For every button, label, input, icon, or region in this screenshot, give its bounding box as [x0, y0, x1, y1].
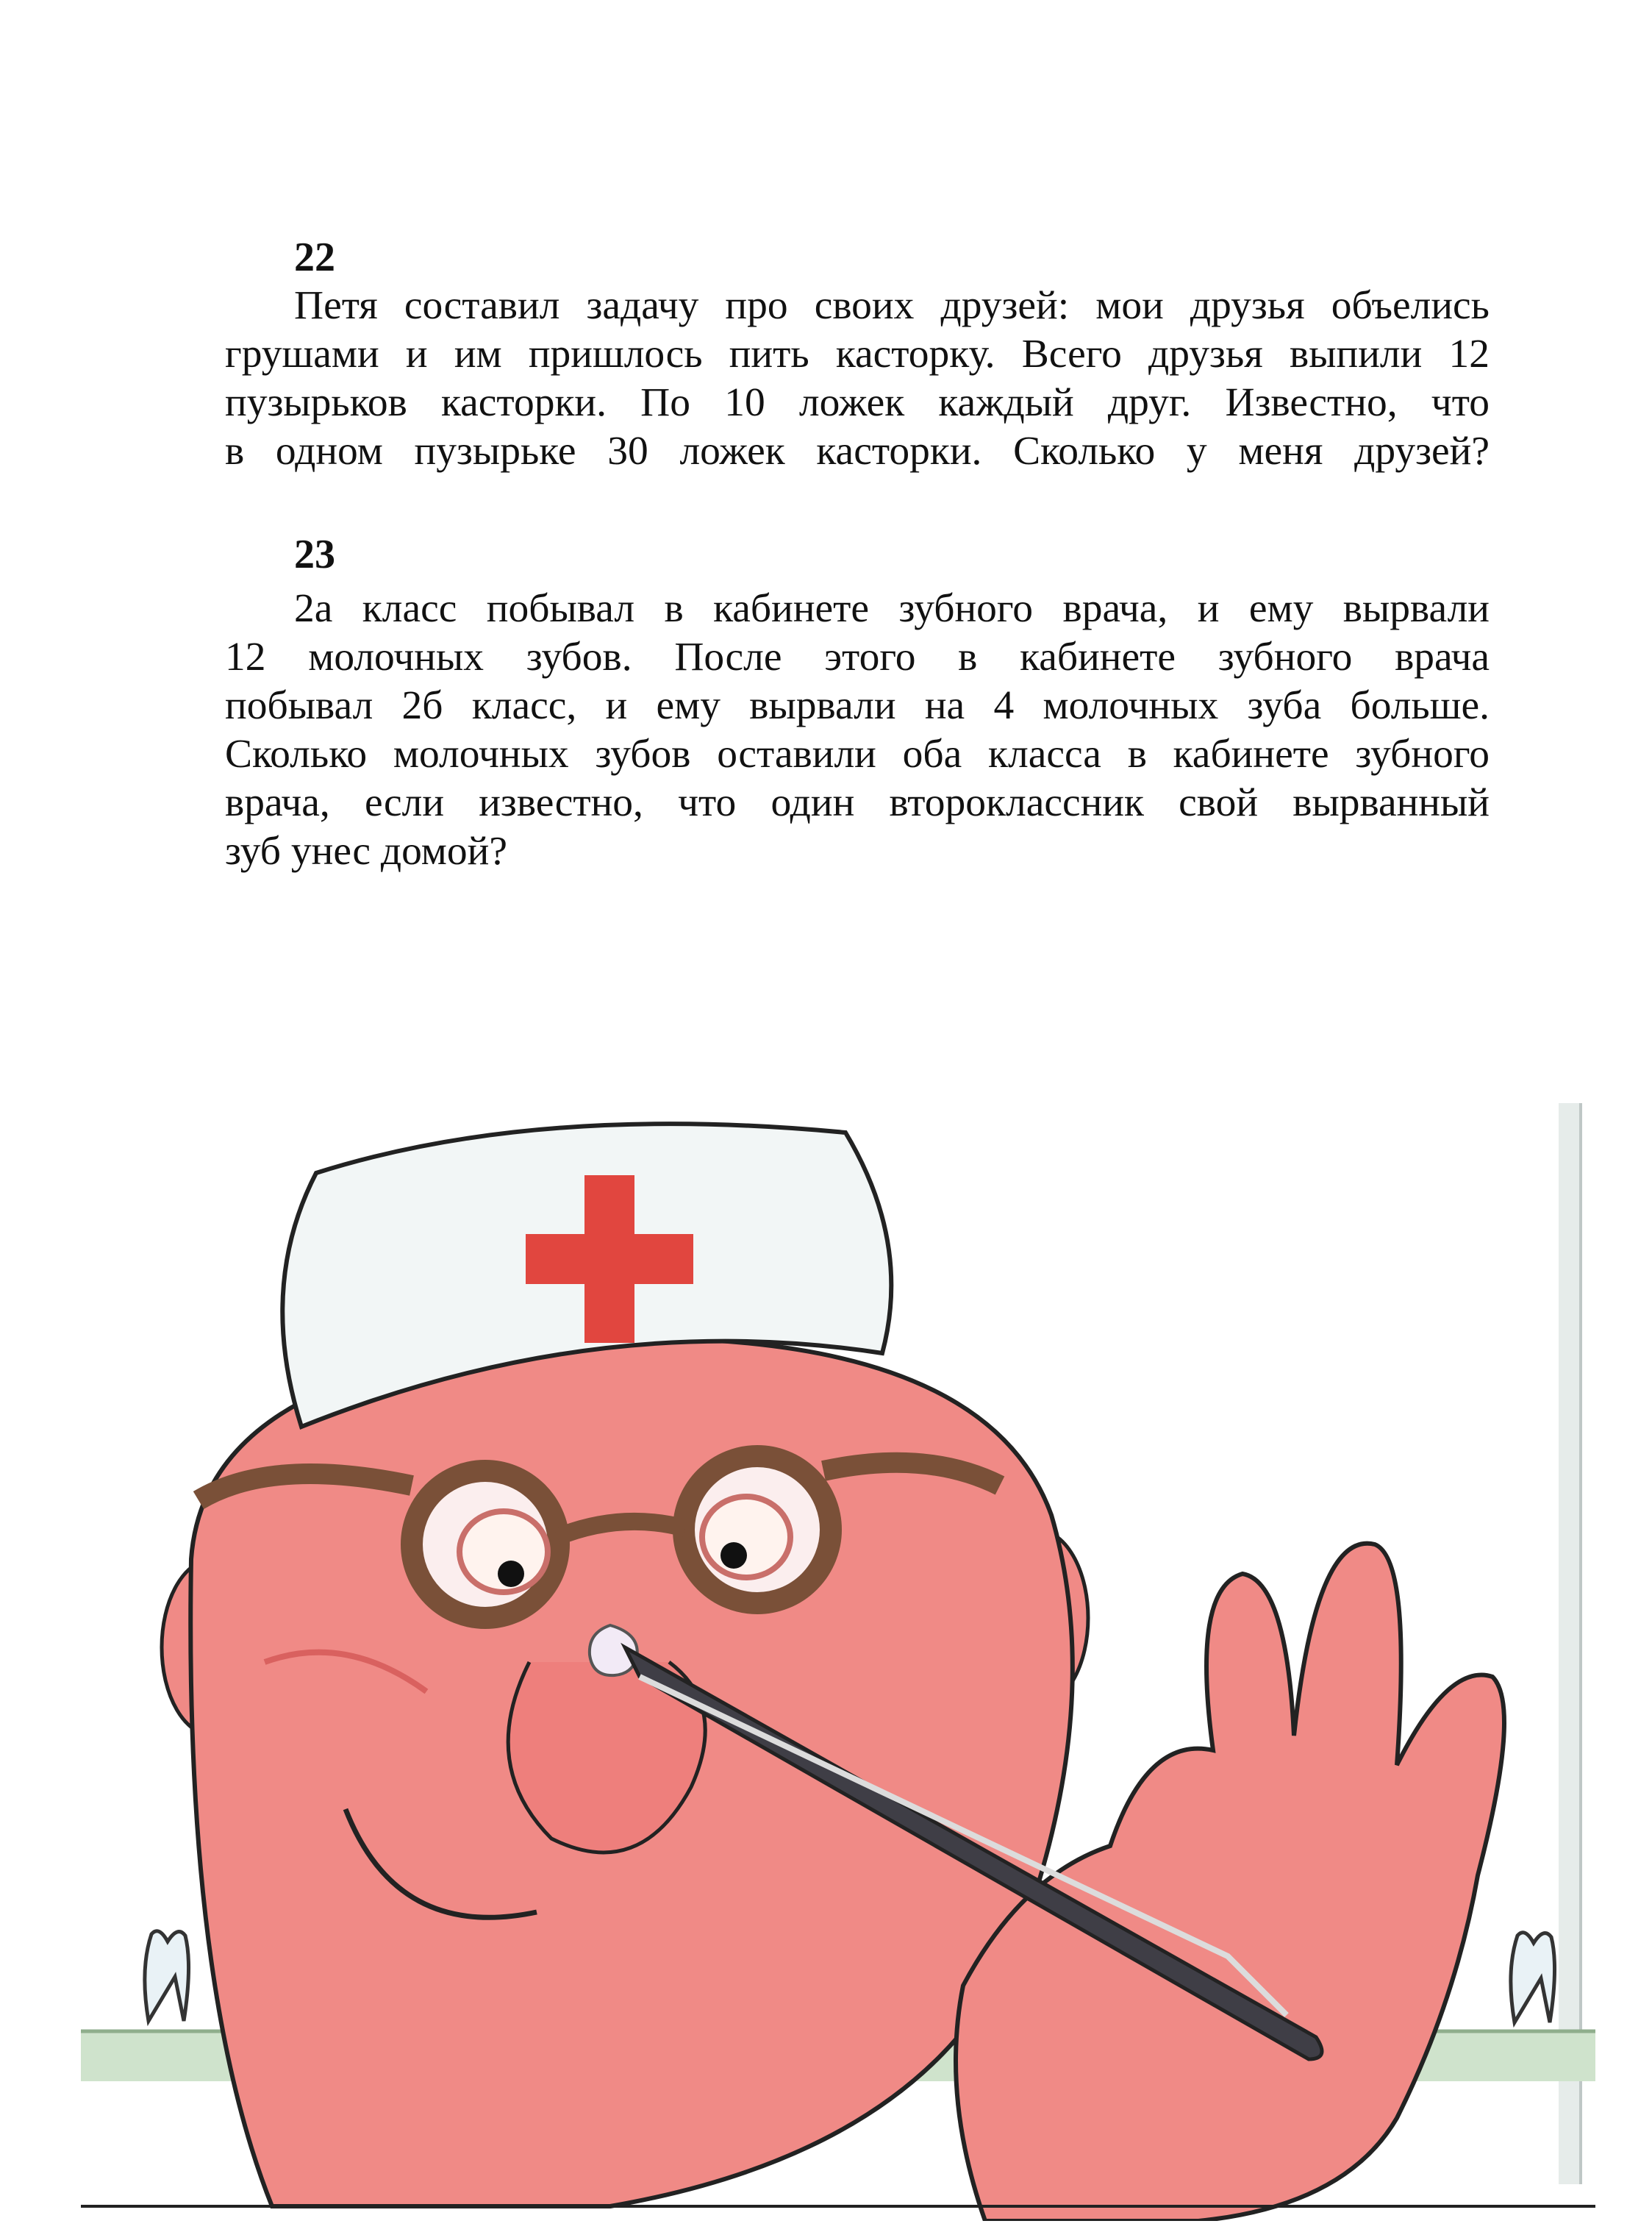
problem-text-line: побывал 2б класс, и ему вырвали на 4 молочных зуба больше.: [225, 683, 1490, 728]
problem-text-line: врача, если известно, что один второклассник свой вырванный: [225, 780, 1490, 825]
problem-number: 22: [294, 235, 335, 280]
problem-text-line: пузырьков касторки. По 10 ложек каждый друг. Известно, что: [225, 380, 1490, 425]
problem-text-line: 2а класс побывал в кабинете зубного врача, и ему вырвали: [294, 586, 1490, 631]
problem-number: 23: [294, 532, 335, 577]
problem-text-line: в одном пузырьке 30 ложек касторки. Сколько у меня друзей?: [225, 429, 1490, 474]
left-pupil: [498, 1561, 524, 1587]
problem-text-line: Сколько молочных зубов оставили оба класса в кабинете зубного: [225, 732, 1490, 777]
problem-text-line: 12 молочных зубов. После этого в кабинете зубного врача: [225, 635, 1490, 680]
problem-text-line: Петя составил задачу про своих друзей: мои друзья объелись: [294, 283, 1490, 328]
problem-text-line: грушами и им пришлось пить касторку. Всего друзья выпили 12: [225, 332, 1490, 377]
problem-text-line: зуб унес домой?: [225, 829, 508, 874]
dentist-illustration: [81, 1103, 1595, 2221]
right-pupil: [720, 1542, 747, 1569]
right-eye: [702, 1497, 790, 1577]
wall-stripe: [1559, 1103, 1581, 2184]
